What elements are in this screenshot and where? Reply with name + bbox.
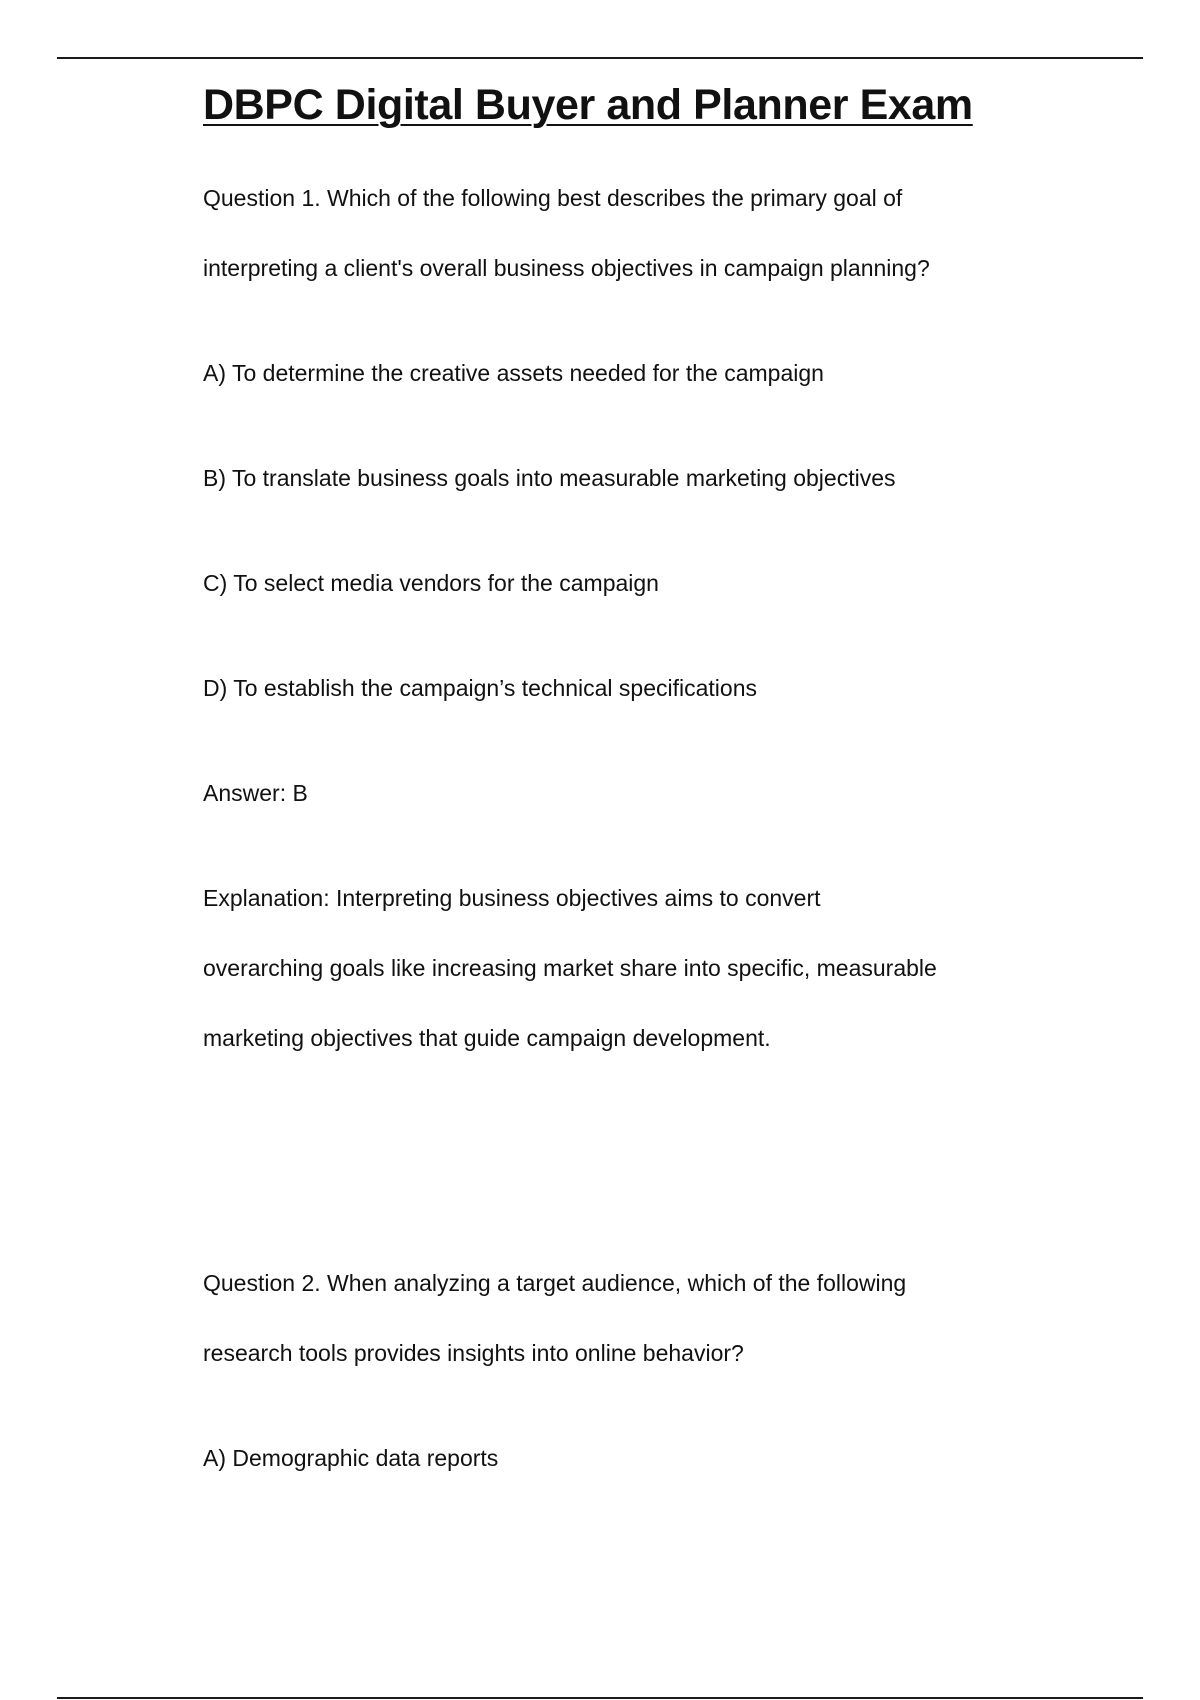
- question-1-option-a: A) To determine the creative assets needed for the campaign: [203, 360, 824, 386]
- document-body: [203, 78, 1043, 1493]
- explanation-line-3: marketing objectives that guide campaign development.: [203, 1025, 771, 1051]
- question-1-line-2: interpreting a client's overall business objectives in campaign planning?: [203, 255, 930, 281]
- question-1-explanation: [203, 863, 1043, 1073]
- question-1-answer: Answer: B: [203, 780, 308, 806]
- question-2-text: [203, 1248, 1043, 1388]
- document-title: DBPC Digital Buyer and Planner Exam: [203, 81, 973, 129]
- question-1-line-1: Question 1. Which of the following best describes the primary goal of: [203, 185, 903, 211]
- question-2-line-1: Question 2. When analyzing a target audience, which of the following: [203, 1270, 907, 1296]
- explanation-line-2: overarching goals like increasing market share into specific, measurable: [203, 955, 937, 981]
- top-rule: [57, 57, 1143, 59]
- question-1-option-d: D) To establish the campaign’s technical specifications: [203, 675, 757, 701]
- question-2-line-2: research tools provides insights into online behavior?: [203, 1340, 744, 1366]
- bottom-rule: [57, 1697, 1143, 1699]
- question-1-text: [203, 163, 1043, 303]
- question-1-option-c: C) To select media vendors for the campaign: [203, 570, 659, 596]
- question-1-option-b: B) To translate business goals into measurable marketing objectives: [203, 465, 896, 491]
- explanation-line-1: Explanation: Interpreting business objectives aims to convert: [203, 885, 821, 911]
- question-2-option-a: A) Demographic data reports: [203, 1445, 499, 1471]
